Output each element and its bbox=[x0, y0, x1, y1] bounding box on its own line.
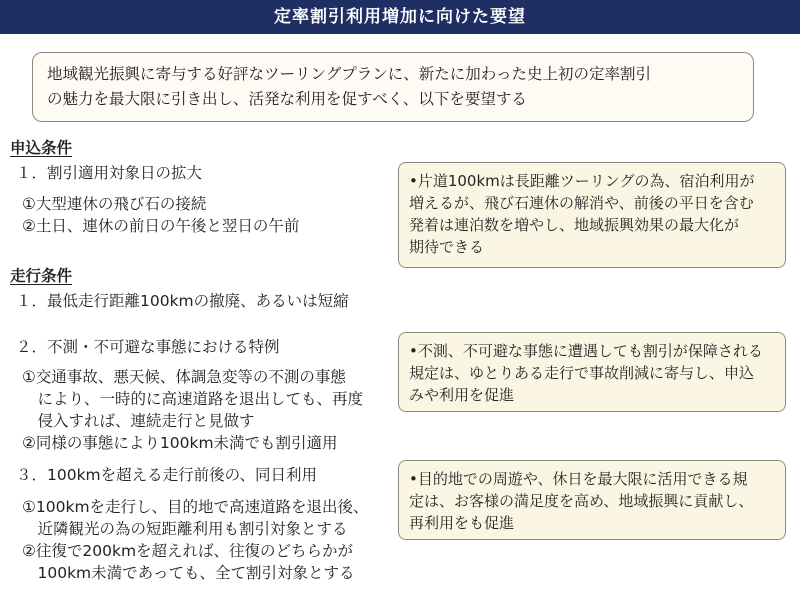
sub-item: ①大型連休の飛び石の接続 bbox=[22, 195, 207, 213]
section-heading-driving: 走行条件 bbox=[10, 267, 73, 285]
sub-item: ①100kmを走行し、目的地で高速道路を退出後、 bbox=[22, 498, 369, 516]
driving-item-3-subitems bbox=[22, 496, 369, 584]
sub-item: 侵入すれば、連続走行と見做す bbox=[22, 412, 255, 430]
intro-box bbox=[32, 52, 754, 122]
sub-item: ②土日、連休の前日の午後と翌日の午前 bbox=[22, 217, 300, 235]
note-line: 定は、お客様の満足度を高め、地域振興に貢献し、 bbox=[409, 492, 754, 510]
driving-item-1: １．最低走行距離100kmの撤廃、あるいは短縮 bbox=[16, 292, 349, 310]
note-line: 発着は連泊数を増やし、地域振興効果の最大化が bbox=[409, 216, 740, 234]
sub-item: 近隣観光の為の短距離利用も割引対象とする bbox=[22, 520, 348, 538]
sub-item: ②往復で200kmを超えれば、往復のどちらかが bbox=[22, 542, 354, 560]
sub-item: 100km未満であっても、全て割引対象とする bbox=[22, 564, 355, 582]
note-line: •片道100kmは長距離ツーリングの為、宿泊利用が bbox=[409, 172, 755, 190]
driving-item-2-subitems bbox=[22, 366, 363, 454]
driving-item-2: ２．不測・不可避な事態における特例 bbox=[16, 338, 280, 356]
sub-item: ①交通事故、悪天候、体調急変等の不測の事態 bbox=[22, 368, 346, 386]
page-title: 定率割引利用増加に向けた要望 bbox=[0, 0, 800, 34]
note-line: 規定は、ゆとりある走行で事故削減に寄与し、申込 bbox=[409, 364, 755, 382]
note-line: みや利用を促進 bbox=[409, 386, 515, 404]
note-box-application bbox=[398, 162, 786, 268]
note-box-driving-2 bbox=[398, 332, 786, 412]
sub-item: ②同様の事態により100km未満でも割引適用 bbox=[22, 434, 338, 452]
section-heading-application: 申込条件 bbox=[10, 139, 73, 157]
note-line: 増えるが、飛び石連休の解消や、前後の平日を含む bbox=[409, 194, 754, 212]
note-line: •目的地での周遊や、休日を最大限に活用できる規 bbox=[409, 470, 748, 488]
note-line: 期待できる bbox=[409, 238, 485, 256]
note-line: •不測、不可避な事態に遭遇しても割引が保障される bbox=[409, 342, 763, 360]
intro-line: の魅力を最大限に引き出し、活発な利用を促すべく、以下を要望する bbox=[47, 90, 527, 108]
application-item-1: １．割引適用対象日の拡大 bbox=[16, 164, 203, 182]
note-box-driving-3 bbox=[398, 460, 786, 540]
application-subitems bbox=[22, 193, 299, 237]
intro-line: 地域観光振興に寄与する好評なツーリングプランに、新たに加わった史上初の定率割引 bbox=[47, 65, 652, 83]
sub-item: により、一時的に高速道路を退出しても、再度 bbox=[22, 390, 364, 408]
driving-item-3: ３．100kmを超える走行前後の、同日利用 bbox=[16, 466, 318, 484]
note-line: 再利用をも促進 bbox=[409, 514, 515, 532]
